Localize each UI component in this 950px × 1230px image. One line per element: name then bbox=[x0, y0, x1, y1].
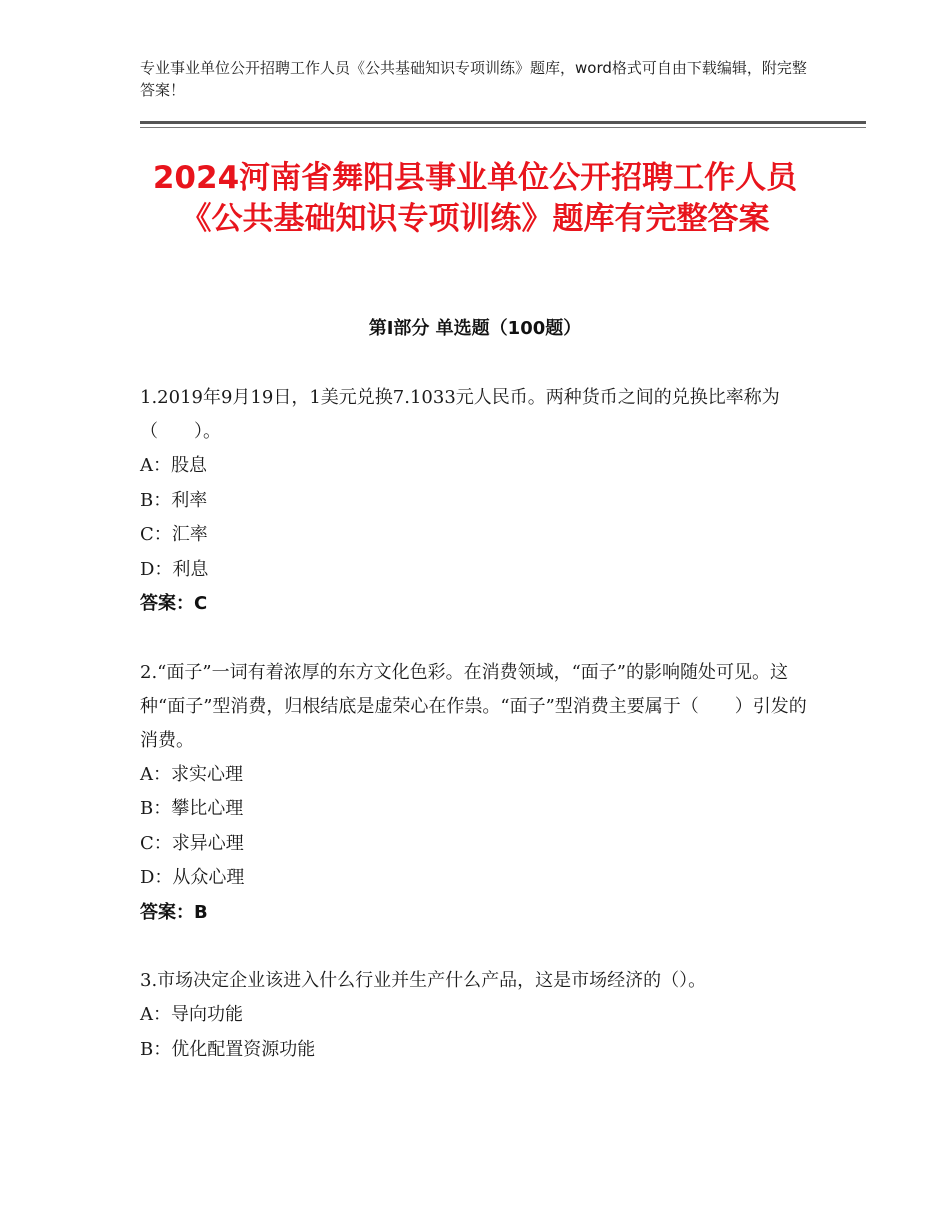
option-d: D：利息 bbox=[140, 558, 209, 580]
header-rule-thick bbox=[140, 121, 866, 124]
question-1 bbox=[140, 381, 810, 622]
option-b: B：利率 bbox=[140, 489, 208, 511]
answer: 答案：B bbox=[140, 901, 208, 923]
option-a: A：股息 bbox=[140, 455, 207, 476]
answer: 答案：C bbox=[140, 593, 208, 614]
option-d: D：从众心理 bbox=[140, 867, 245, 888]
option-a: A：求实心理 bbox=[140, 763, 243, 785]
question-list bbox=[140, 381, 810, 1101]
question-3 bbox=[140, 964, 810, 1067]
section-title: 第Ⅰ部分 单选题（100题） bbox=[368, 318, 582, 339]
header-rule-thin bbox=[140, 127, 866, 128]
option-a: A：导向功能 bbox=[140, 1004, 243, 1025]
option-b: B：优化配置资源功能 bbox=[140, 1038, 316, 1060]
header-note: 专业事业单位公开招聘工作人员《公共基础知识专项训练》题库，word格式可自由下载编辑，附完整答案！ bbox=[140, 59, 807, 99]
option-c: C：汇率 bbox=[140, 524, 208, 545]
option-b: B：攀比心理 bbox=[140, 798, 244, 819]
question-stem: 3.市场决定企业该进入什么行业并生产什么产品，这是市场经济的（）。 bbox=[140, 970, 707, 991]
option-c: C：求异心理 bbox=[140, 832, 244, 854]
question-2 bbox=[140, 656, 810, 931]
document-title: 2024河南省舞阳县事业单位公开招聘工作人员《公共基础知识专项训练》题库有完整答案 bbox=[152, 160, 798, 237]
question-stem: 1.2019年9月19日，1美元兑换7.1033元人民币。两种货币之间的兑换比率称为（ ）。 bbox=[140, 387, 780, 442]
question-stem: 2.“面子”一词有着浓厚的东方文化色彩。在消费领域，“面子”的影响随处可见。这种“面子”型消费，归根结底是虚荣心在作祟。“面子”型消费主要属于（ ）引发的消费。 bbox=[140, 661, 807, 751]
